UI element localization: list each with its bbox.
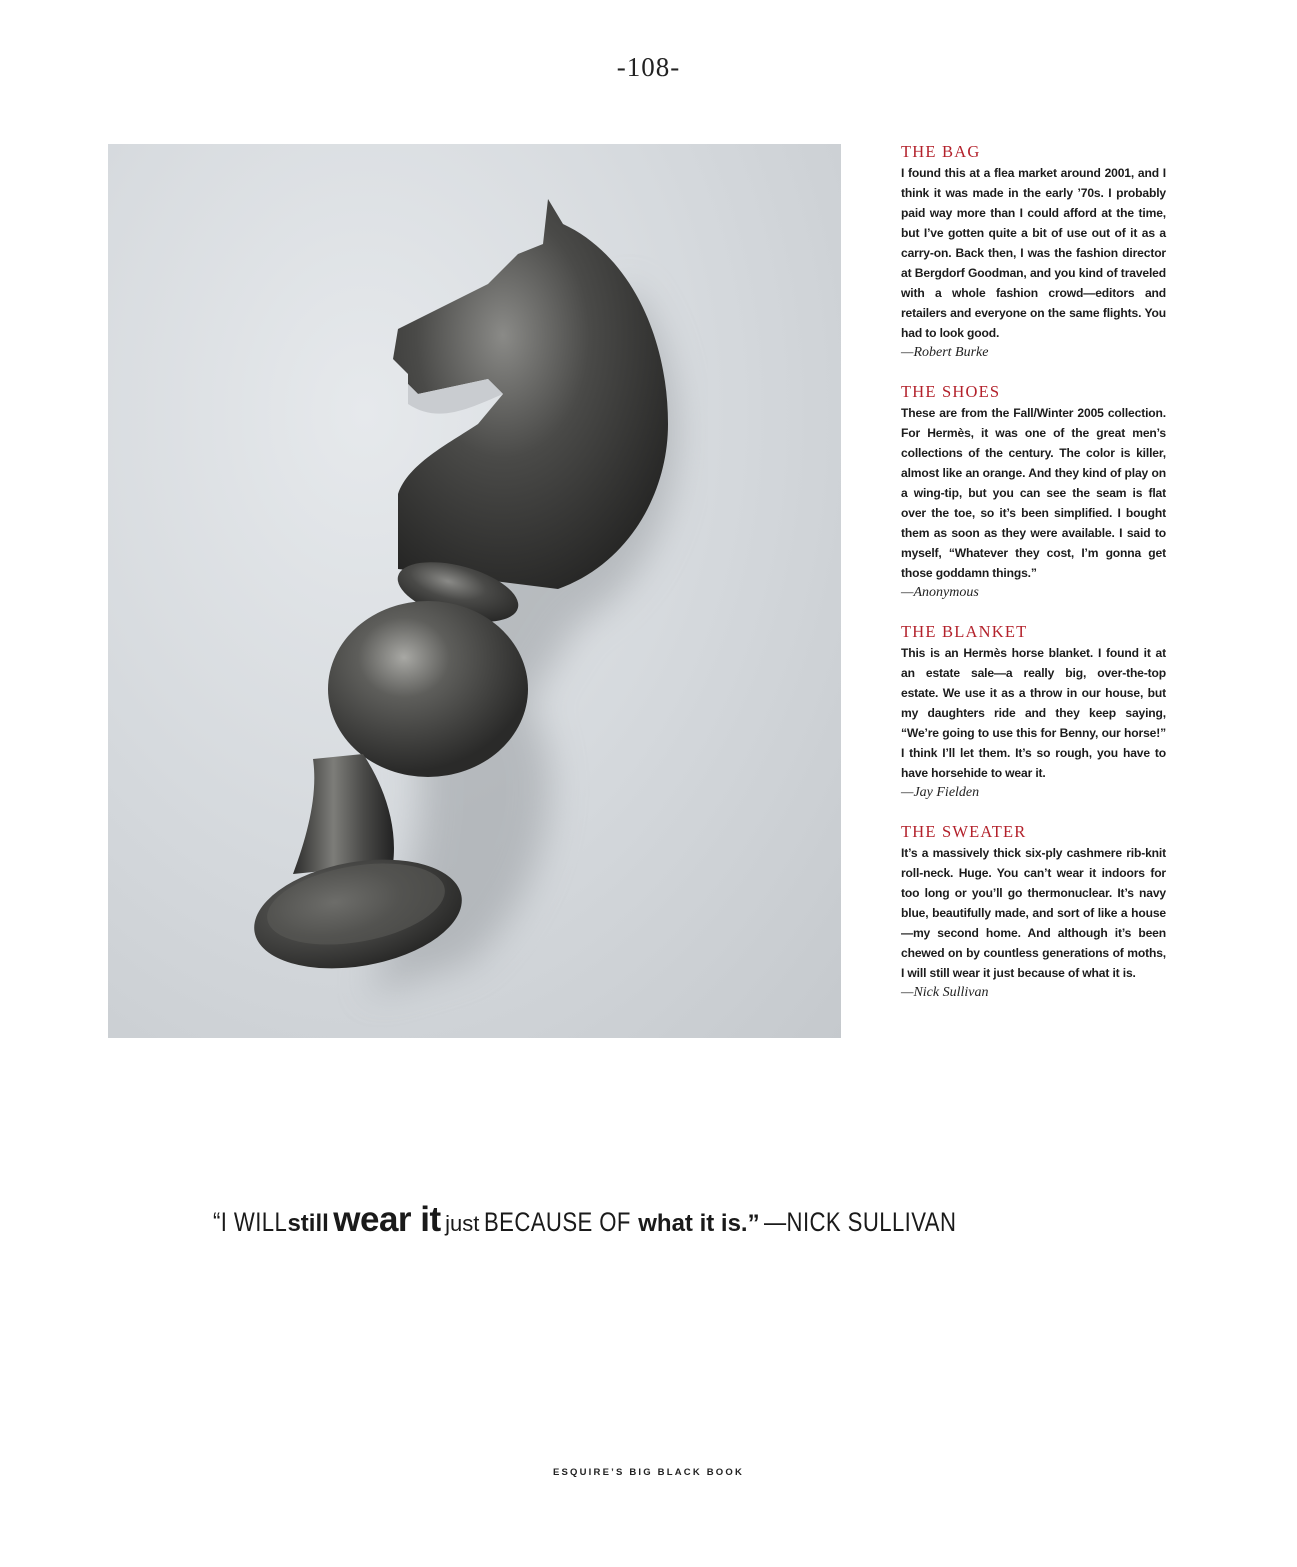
pull-quote-part: “I WILL	[213, 1207, 288, 1237]
chess-knight-photo	[108, 144, 841, 1038]
pull-quote-part: BECAUSE OF	[483, 1207, 631, 1237]
entry-body: It’s a massively thick six-ply cashmere rib-knit roll-neck. Huge. You can’t wear it indoors for too long or you’ll go thermonuclear. It’s navy blue, beautifully made, and sort of like a house—my second home. And although it’s been chewed on by countless generations of moths, I will still wear it just because of what it is.	[901, 846, 1166, 980]
pull-quote-part: still	[287, 1210, 329, 1237]
text-column	[901, 142, 1166, 1022]
entry-title: THE SHOES	[901, 382, 1001, 401]
entry-byline: —Nick Sullivan	[901, 985, 989, 1000]
pull-quote	[213, 1195, 1113, 1252]
entry-sweater	[901, 822, 1166, 1003]
entry-body: This is an Hermès horse blanket. I found it at an estate sale—a really big, over-the-top estate. We use it as a throw in our house, but my daughters ride and they keep saying, “We’re going to use this for Benny, our horse!” I think I’ll let them. It’s so rough, you have to have horsehide to wear it.	[901, 646, 1166, 780]
entry-title: THE SWEATER	[901, 822, 1027, 841]
entry-title: THE BAG	[901, 142, 981, 161]
page-number: -108-	[616, 52, 681, 82]
pull-quote-attribution: —NICK SULLIVAN	[764, 1207, 957, 1237]
entry-body: These are from the Fall/Winter 2005 collection. For Hermès, it was one of the great men’s collections of the century. The color is killer, almost like an orange. And they kind of play on a wing-tip, but you can see the seam is flat over the toe, so it’s been simplified. I bought them as soon as they were available. I said to myself, “Whatever they cost, I’m gonna get those goddamn things.”	[901, 406, 1166, 580]
entry-byline: —Anonymous	[901, 585, 979, 600]
entry-shoes	[901, 382, 1166, 603]
entry-blanket	[901, 622, 1166, 803]
entry-bag	[901, 142, 1166, 363]
pull-quote-part: what it is.”	[638, 1210, 760, 1237]
entry-byline: —Jay Fielden	[901, 785, 980, 800]
entry-body: I found this at a flea market around 2001, and I think it was made in the early ’70s. I probably paid way more than I could afford at the time, but I’ve gotten quite a bit of use out of it as a carry-on. Back then, I was the fashion director at Bergdorf Goodman, and you kind of traveled with a whole fashion crowd—editors and retailers and everyone on the same flights. You had to look good.	[901, 166, 1166, 340]
entry-byline: —Robert Burke	[901, 345, 989, 360]
pull-quote-part: just	[445, 1211, 480, 1236]
chess-knight-illustration	[108, 144, 841, 1038]
pull-quote-part: wear it	[333, 1200, 441, 1239]
entry-title: THE BLANKET	[901, 622, 1028, 641]
running-footer: ESQUIRE’S BIG BLACK BOOK	[552, 1467, 745, 1478]
